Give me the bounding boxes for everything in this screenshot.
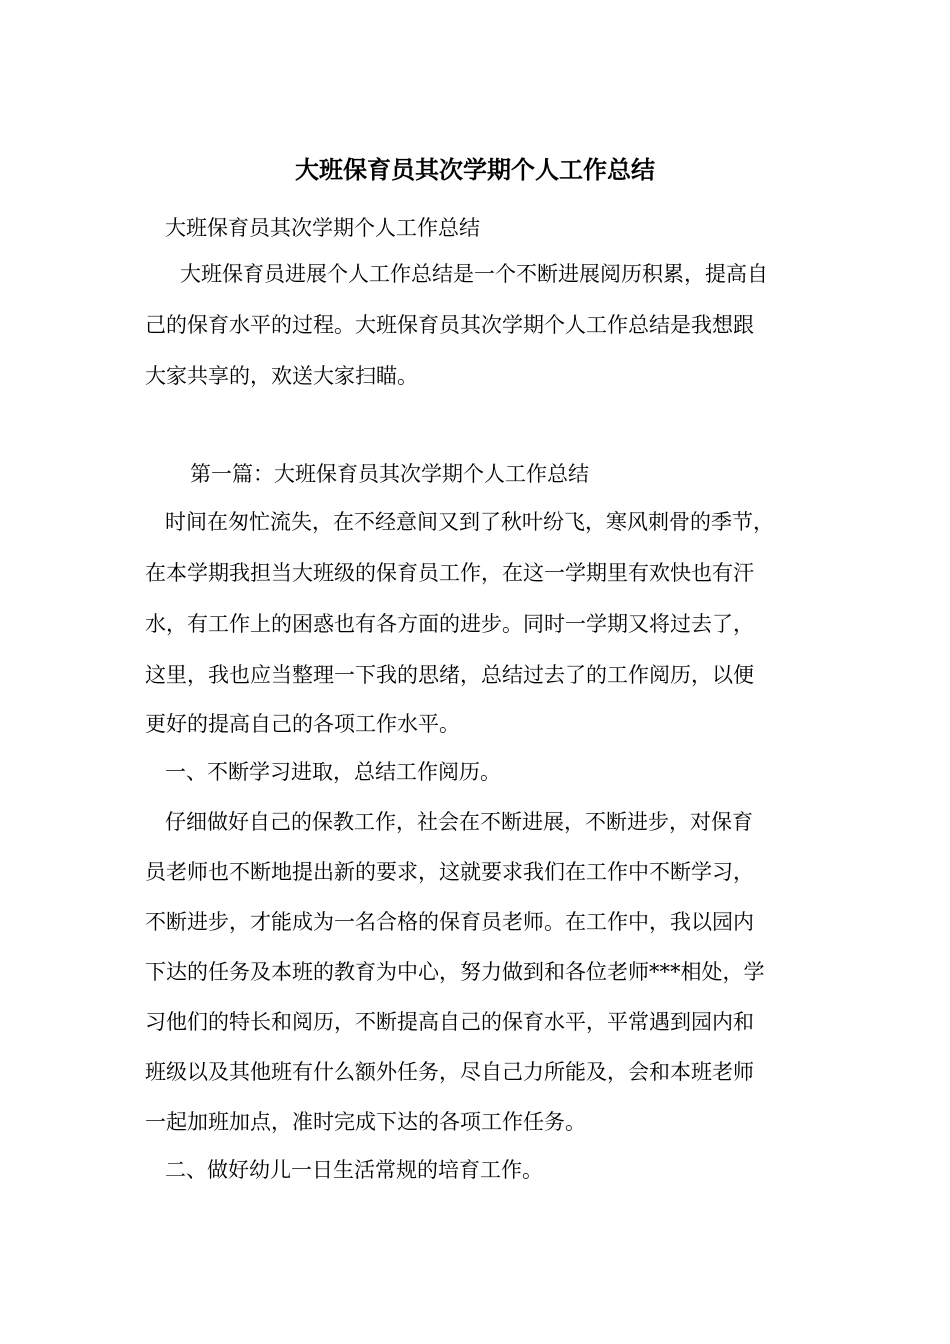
point-2-heading: 二、做好幼儿一日生活常规的培育工作。 — [165, 1158, 543, 1182]
paragraph-2-line-3: 不断进步，才能成为一名合格的保育员老师。在工作中，我以园内 — [145, 910, 754, 934]
point-1-heading: 一、不断学习进取，总结工作阅历。 — [165, 760, 501, 784]
paragraph-1-line-3: 水，有工作上的困惑也有各方面的进步。同时一学期又将过去了， — [145, 612, 754, 636]
paragraph-2-line-4: 下达的任务及本班的教育为中心，努力做到和各位老师***相处，学 — [145, 960, 765, 984]
intro-line-3: 大家共享的，欢送大家扫瞄。 — [145, 364, 418, 388]
paragraph-1-line-4: 这里，我也应当整理一下我的思绪，总结过去了的工作阅历，以便 — [145, 663, 754, 687]
intro-line-1: 大班保育员进展个人工作总结是一个不断进展阅历积累，提高自 — [180, 262, 768, 286]
paragraph-1-line-2: 在本学期我担当大班级的保育员工作，在这一学期里有欢快也有汗 — [145, 561, 754, 585]
paragraph-2-line-7: 一起加班加点，准时完成下达的各项工作任务。 — [145, 1110, 586, 1134]
document-title: 大班保育员其次学期个人工作总结 — [295, 155, 655, 184]
paragraph-1-line-1: 时间在匆忙流失，在不经意间又到了秋叶纷飞，寒风刺骨的季节， — [165, 510, 774, 534]
section-heading: 第一篇：大班保育员其次学期个人工作总结 — [190, 462, 589, 486]
paragraph-2-line-2: 员老师也不断地提出新的要求，这就要求我们在工作中不断学习， — [145, 860, 754, 884]
paragraph-2-line-1: 仔细做好自己的保教工作，社会在不断进展，不断进步，对保育 — [165, 810, 753, 834]
paragraph-1-line-5: 更好的提高自己的各项工作水平。 — [145, 712, 460, 736]
paragraph-2-line-5: 习他们的特长和阅历，不断提高自己的保育水平，平常遇到园内和 — [145, 1010, 754, 1034]
intro-line-2: 己的保育水平的过程。大班保育员其次学期个人工作总结是我想跟 — [145, 313, 754, 337]
paragraph-2-line-6: 班级以及其他班有什么额外任务，尽自己力所能及，会和本班老师 — [145, 1060, 754, 1084]
subtitle-line: 大班保育员其次学期个人工作总结 — [165, 216, 480, 240]
